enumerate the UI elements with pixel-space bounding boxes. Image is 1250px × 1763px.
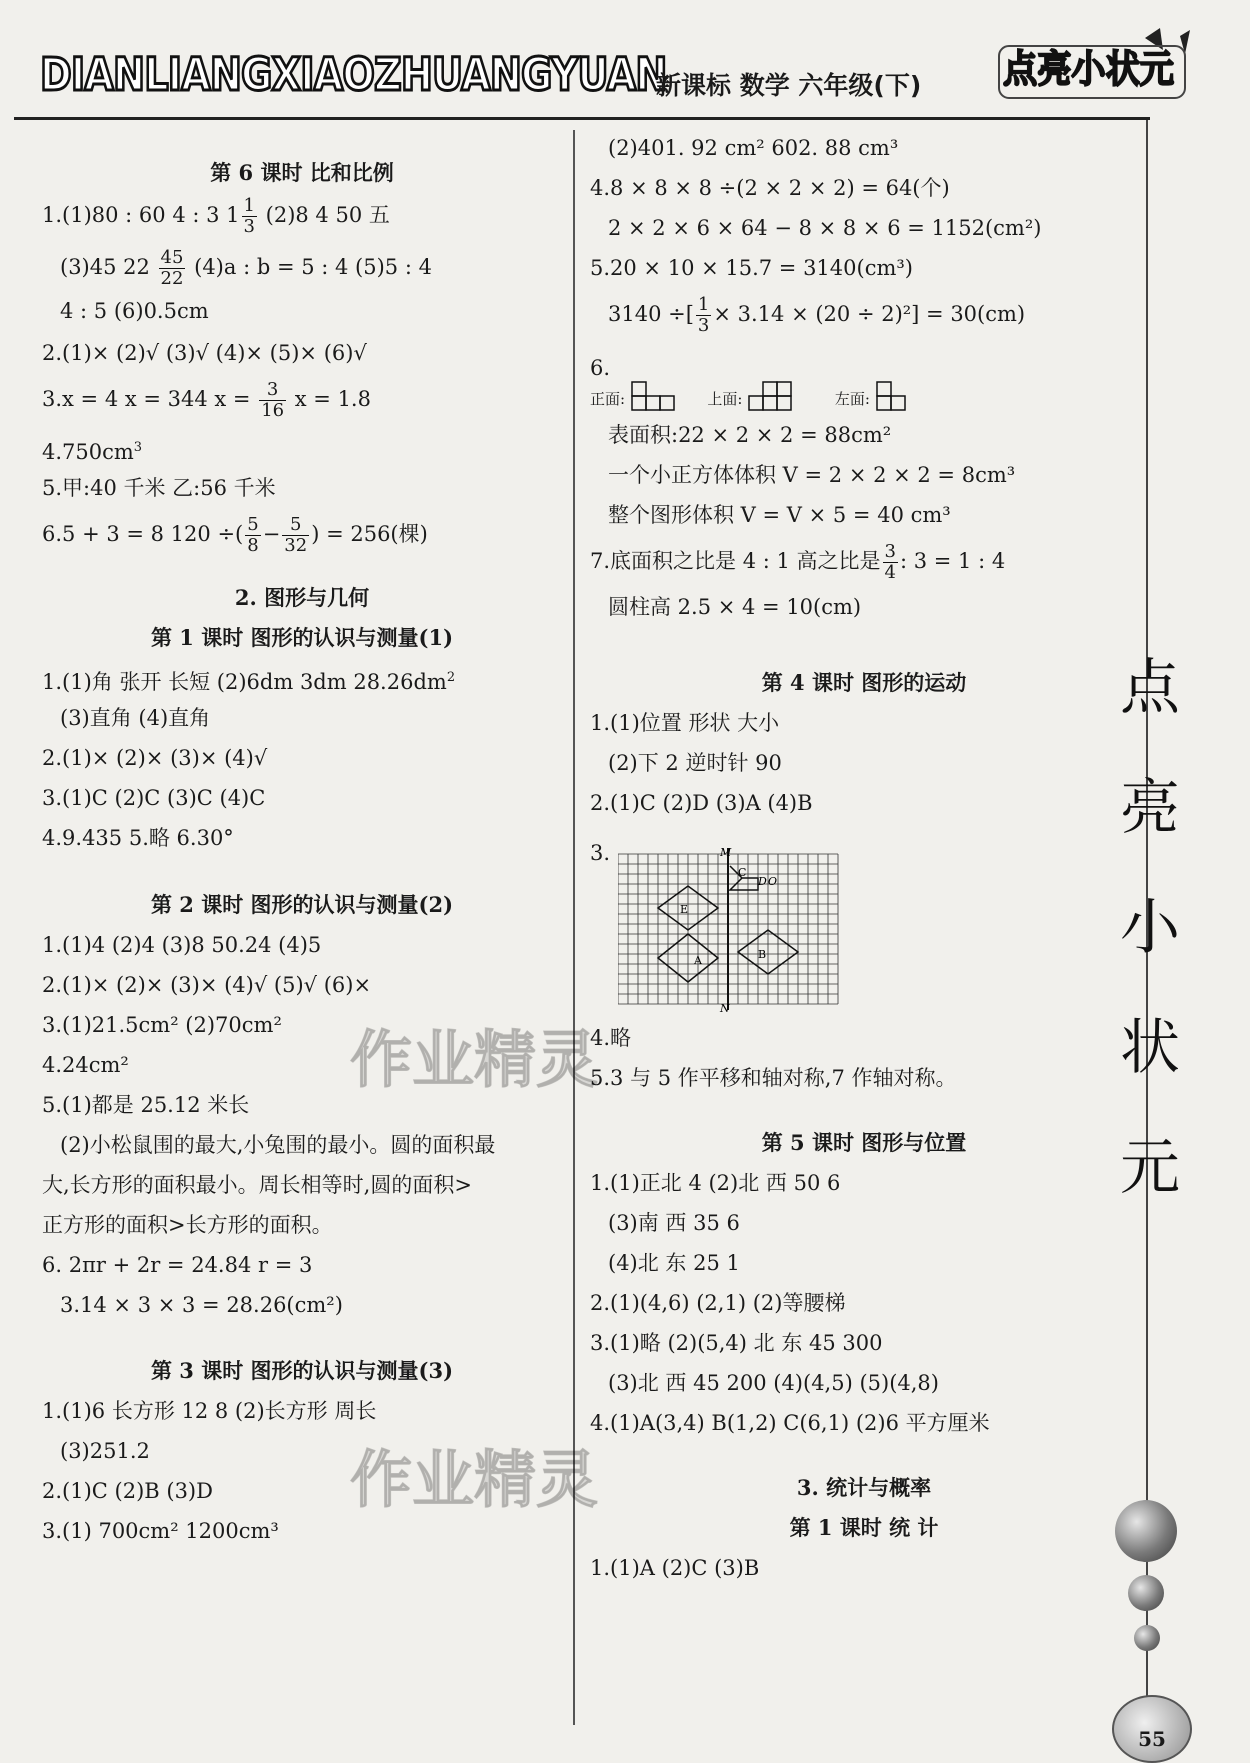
fraction: [259, 380, 286, 421]
answer-line: (3)直角 (4)直角: [60, 706, 211, 730]
answer-line: 4.9.435 5.略 6.30°: [42, 826, 234, 850]
numerator: 1: [243, 195, 255, 216]
answer-line: 4.8 × 8 × 8 ÷(2 × 2 × 2) = 64(个): [590, 176, 950, 200]
answer-text: 6.5 + 3 = 8 120 ÷(: [42, 522, 244, 546]
answer-text: (2)8 4 50 五: [258, 203, 390, 227]
fraction: [696, 295, 711, 336]
section-title: 第 3 课时 图形的认识与测量(3): [150, 1358, 454, 1383]
answer-line: 3.(1) 700cm² 1200cm³: [42, 1519, 279, 1543]
answer-line: (2)下 2 逆时针 90: [608, 751, 782, 775]
answer-text: 1.(1)80 : 60 4 : 3 1: [42, 203, 240, 227]
watermark: 作业精灵: [350, 1023, 599, 1096]
answer-line: 一个小正方体体积 V = 2 × 2 × 2 = 8cm³: [608, 463, 1016, 487]
answer-line: 2 × 2 × 6 × 64 − 8 × 8 × 6 = 1152(cm²): [608, 216, 1042, 240]
answer-line: [608, 295, 1025, 336]
answer-line: 1.(1)角 张开 长短 (2)6dm 3dm $28.26dm^2$: [42, 670, 456, 694]
answer-line: 4.24cm²: [42, 1053, 129, 1077]
answer-line: 2.(1)(4,6) (2,1) (2)等腰梯: [590, 1291, 846, 1315]
answer-text: x = 1.8: [288, 387, 371, 411]
answer-line: 2.(1)C (2)B (3)D: [42, 1479, 213, 1503]
part-title: 2. 图形与几何: [234, 585, 370, 610]
series-logo: [995, 28, 1190, 104]
answer-text: : 3 = 1 : 4: [900, 549, 1006, 573]
section-title: 第 4 课时 图形的运动: [761, 670, 967, 695]
answer-line: 1.(1)4 (2)4 (3)8 50.24 (4)5: [42, 933, 322, 957]
answer-text: 6.: [590, 356, 611, 380]
page-number: 55: [1138, 1727, 1166, 1751]
page-number-badge: [1112, 1695, 1192, 1763]
brand-wordmark: DIANLIANGXIAOZHUANGYUAN: [40, 48, 667, 101]
transformation-grid-figure: [618, 848, 858, 1013]
answer-line: 整个图形体积 V = V × 5 = 40 cm³: [608, 503, 951, 527]
side-band-char: 小: [1120, 893, 1180, 963]
fraction: [282, 515, 309, 556]
answer-line: 3.(1)略 (2)(5,4) 北 东 45 300: [590, 1331, 883, 1355]
answer-line: 大,长方形的面积最小。周长相等时,圆的面积>: [42, 1173, 472, 1197]
answer-text: 3140 ÷[: [608, 302, 694, 326]
grid-label-a: A: [694, 954, 702, 967]
answer-line: 3.14 × 3 × 3 = 28.26(cm²): [60, 1293, 343, 1317]
grid-label-o: O: [768, 875, 778, 888]
answer-line: 正方形的面积>长方形的面积。: [42, 1213, 333, 1237]
numerator: 3: [884, 541, 896, 562]
denominator: 22: [160, 268, 184, 289]
numerator: 5: [282, 515, 309, 536]
fraction: [159, 248, 186, 289]
denominator: 3: [697, 315, 710, 336]
answer-line: (2)小松鼠围的最大,小兔围的最小。圆的面积最: [60, 1133, 496, 1157]
answer-text: × 3.14 × (20 ÷ 2)²] = 30(cm): [713, 302, 1026, 326]
front-view-figure: [630, 380, 678, 412]
answer-text: ) = 256(棵): [311, 522, 428, 546]
answer-text: 1.(1)角 张开 长短 (2)6dm 3dm 28.26dm: [42, 670, 447, 694]
answer-line: 1.(1)6 长方形 12 8 (2)长方形 周长: [42, 1399, 377, 1423]
answer-text: 3.x = 4 x = 344 x =: [42, 387, 258, 411]
answer-line: 5.甲:40 千米 乙:56 千米: [42, 476, 276, 500]
section-title: 第 5 课时 图形与位置: [761, 1130, 967, 1155]
answer-line: [590, 355, 610, 381]
view-diagrams: [590, 380, 909, 412]
side-band-char: 状: [1120, 1013, 1180, 1083]
left-view-label: 左面:: [834, 390, 870, 408]
answer-line: [42, 196, 390, 237]
answer-line: 1.(1)A (2)C (3)B: [590, 1556, 760, 1580]
fraction: [883, 542, 898, 583]
answer-line: [42, 380, 371, 421]
fraction: [245, 515, 260, 556]
answer-line: 圆柱高 2.5 × 4 = 10(cm): [608, 595, 862, 619]
answer-line: [60, 248, 432, 289]
fraction: [242, 196, 257, 237]
answer-line: 5.3 与 5 作平移和轴对称,7 作轴对称。: [590, 1066, 957, 1090]
answer-text: 4.750cm: [42, 440, 134, 464]
logo-text: 点亮小状元: [1003, 47, 1175, 91]
answer-text: −: [262, 522, 281, 546]
part-title: 3. 统计与概率: [796, 1475, 932, 1500]
watermark: 作业精灵: [350, 1443, 599, 1516]
answer-line: 5.20 × 10 × 15.7 = 3140(cm³): [590, 256, 913, 280]
answer-line: 2.(1)× (2)× (3)× (4)√ (5)√ (6)×: [42, 973, 372, 997]
answer-line: 1.(1)正北 4 (2)北 西 50 6: [590, 1171, 841, 1195]
answer-line: 6. 2πr + 2r = 24.84 r = 3: [42, 1253, 313, 1277]
grid-label-e: E: [680, 903, 689, 916]
top-view-label: 上面:: [707, 390, 743, 408]
denominator: 32: [284, 535, 308, 556]
answer-line: 1.(1)位置 形状 大小: [590, 711, 780, 735]
answer-line: 4.略: [590, 1026, 632, 1050]
answer-text: (4)a : b = 5 : 4 (5)5 : 4: [187, 255, 432, 279]
grid-label-c: C: [738, 866, 747, 879]
front-view-label: 正面:: [590, 390, 626, 408]
answer-text: (3)45 22: [60, 255, 157, 279]
answer-line: $4.750cm^3$: [42, 440, 143, 464]
side-band-char: 点: [1120, 653, 1180, 723]
decorative-ball-icon: [1128, 1575, 1164, 1611]
answer-line: 5.(1)都是 25.12 米长: [42, 1093, 250, 1117]
numerator: 1: [697, 294, 710, 315]
denominator: 3: [243, 216, 255, 237]
numerator: 45: [160, 247, 184, 268]
answer-line: 3.(1)21.5cm² (2)70cm²: [42, 1013, 282, 1037]
grid-label-d: D: [758, 875, 767, 888]
answer-line: 2.(1)C (2)D (3)A (4)B: [590, 791, 813, 815]
answer-line: 4 : 5 (6)0.5cm: [60, 299, 209, 323]
answer-line: [42, 515, 428, 556]
numerator: 3: [259, 380, 286, 401]
side-band-char: 亮: [1120, 773, 1180, 843]
grid-label-b: B: [758, 948, 767, 961]
answer-line: (3)北 西 45 200 (4)(4,5) (5)(4,8): [608, 1371, 939, 1395]
section-title: 第 2 课时 图形的认识与测量(2): [150, 892, 454, 917]
left-view-figure: [875, 380, 909, 412]
subject-label: 新课标 数学 六年级(下): [656, 71, 922, 100]
grid-label-m: M: [720, 848, 732, 859]
decorative-ball-icon: [1134, 1625, 1160, 1651]
section-title: 第 1 课时 统 计: [789, 1515, 939, 1540]
numerator: 5: [247, 514, 259, 535]
answer-line: 4.(1)A(3,4) B(1,2) C(6,1) (2)6 平方厘米: [590, 1411, 990, 1435]
answer-line: (3)251.2: [60, 1439, 150, 1463]
denominator: 8: [247, 535, 259, 556]
answer-line: (4)北 东 25 1: [608, 1251, 740, 1275]
header-divider: [14, 117, 1150, 120]
answer-line: (3)南 西 35 6: [608, 1211, 740, 1235]
top-view-figure: [747, 380, 805, 412]
answer-line: (2)401. 92 cm² 602. 88 cm³: [608, 136, 899, 160]
denominator: 16: [261, 400, 285, 421]
section-title: 第 1 课时 图形的认识与测量(1): [150, 625, 454, 650]
grid-label-n: N: [720, 1002, 730, 1013]
answer-line: 3.: [590, 841, 611, 865]
answer-text: 7.底面积之比是 4 : 1 高之比是: [590, 549, 881, 573]
decorative-ball-icon: [1115, 1500, 1177, 1562]
answer-line: 2.(1)× (2)× (3)× (4)√: [42, 746, 268, 770]
answer-line: 表面积:22 × 2 × 2 = 88cm²: [608, 423, 892, 447]
answer-line: [590, 542, 1005, 583]
section-title: 第 6 课时 比和比例: [210, 160, 394, 185]
denominator: 4: [884, 562, 896, 583]
answer-line: 2.(1)× (2)√ (3)√ (4)× (5)× (6)√: [42, 341, 367, 365]
side-band-char: 元: [1120, 1133, 1180, 1203]
answer-line: 3.(1)C (2)C (3)C (4)C: [42, 786, 266, 810]
